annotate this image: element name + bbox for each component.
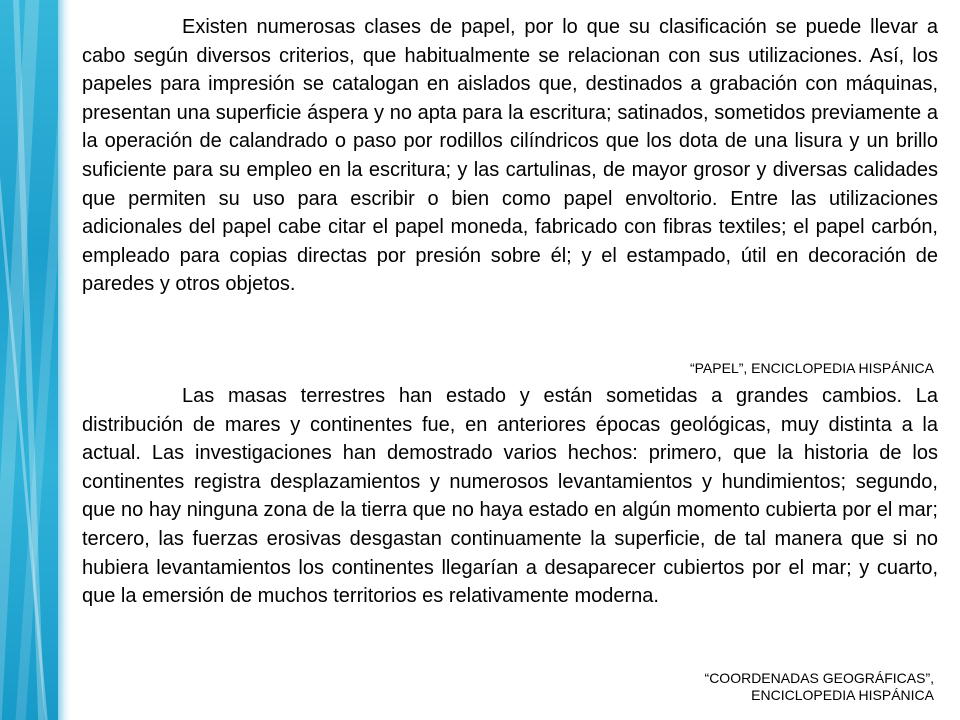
source-line-2: ENCICLOPEDIA HISPÁNICA xyxy=(751,687,934,703)
paragraph-masas-terrestres: Las masas terrestres han estado y están sometidas a grandes cambios. La distribución de mares y continentes fue, en anteriores épocas geológicas, muy distinta a la actual. Las investigaciones han demostrado varios hechos: primero, que la historia de los continentes registra desplazamientos y numerosos levantamientos y hundimientos; segundo, que no hay ninguna zona de la tierra que no haya estado en algún momento cubierta por el mar; tercero, las fuerzas erosivas desgastan continuamente la superficie, de tal manera que si no hubiera levantamientos los continentes llegarían a desaparecer cubiertos por el mar; y cuarto, que la emersión de muchos territorios es relativamente moderna. xyxy=(82,385,938,608)
paragraph-papel: Existen numerosas clases de papel, por lo que su clasificación se puede llevar a cabo según diversos criterios, que habitualmente se relacionan con sus utilizaciones. Así, los papeles para impresión se catalogan en aislados que, destinados a grabación con máquinas, presentan una superficie áspera y no apta para la escritura; satinados, sometidos previamente a la operación de calandrado o paso por rodillos cilíndricos que los dota de una lisura y un brillo suficiente para su empleo en la escritura; y las cartulinas, de mayor grosor y diversas calidades que permiten su uso para escribir o bien como papel envoltorio. Entre las utilizaciones adicionales del papel cabe citar el papel moneda, fabricado con fibras textiles; el papel carbón, empleado para copias directas por presión sobre él; y el estampado, útil en decoración de paredes y otros objetos. xyxy=(82,16,938,296)
source-line-1: “COORDENADAS GEOGRÁFICAS”, xyxy=(704,670,934,686)
source-citation-papel: “PAPEL”, ENCICLOPEDIA HISPÁNICA xyxy=(689,360,934,376)
band-edge-fade xyxy=(58,0,70,720)
source-citation-coordenadas xyxy=(705,670,934,704)
decorative-side-band xyxy=(0,0,66,720)
